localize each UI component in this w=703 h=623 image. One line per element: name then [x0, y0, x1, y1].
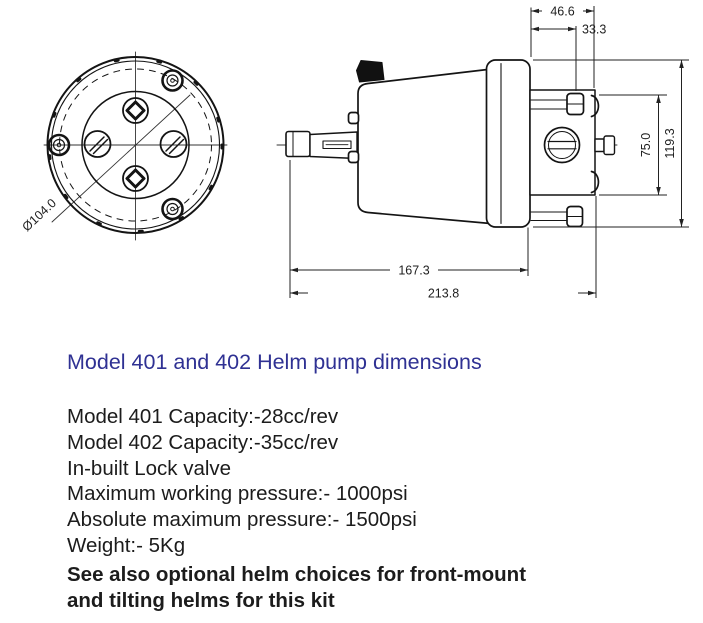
- dim-213-8-label: 213.8: [427, 286, 460, 301]
- front-screw-top-right: [163, 71, 183, 91]
- dim-33-3: [531, 23, 606, 37]
- front-view-centerlines: [44, 52, 227, 240]
- mounting-flange: [487, 60, 531, 227]
- dim-46-6: [531, 5, 594, 19]
- note-helm-choices-line1: See also optional helm choices for front-mount: [67, 562, 527, 586]
- spec-capacity-401: Model 401 Capacity:-28cc/rev: [67, 405, 339, 428]
- description-block: [67, 350, 677, 614]
- filler-plug: [357, 61, 385, 83]
- dim-46-6-label: 46.6: [550, 4, 575, 19]
- page-title: Model 401 and 402 Helm pump dimensions: [67, 350, 482, 374]
- dim-75-0: [639, 95, 661, 195]
- pump-body: [358, 69, 496, 225]
- dim-167-3: [290, 264, 528, 278]
- front-view: [19, 52, 227, 240]
- dim-213-8: [290, 287, 596, 301]
- diameter-leader-line: [52, 95, 190, 222]
- dim-33-3-label: 33.3: [582, 22, 607, 37]
- front-hole-left: [85, 131, 111, 157]
- spec-capacity-402: Model 402 Capacity:-35cc/rev: [67, 430, 339, 454]
- front-screw-bottom-right: [163, 199, 183, 219]
- dim-75-0-label: 75.0: [639, 132, 653, 158]
- body-nut-upper: [349, 113, 359, 124]
- dim-119-3-label: 119.3: [663, 128, 677, 159]
- note-helm-choices-line2: and tilting helms for this kit: [67, 588, 335, 612]
- spec-max-pressure: Absolute maximum pressure:- 1500psi: [67, 508, 417, 532]
- front-hole-bottom: [123, 166, 148, 191]
- body-nut-lower: [349, 152, 359, 163]
- spec-working-pressure: Maximum working pressure:- 1000psi: [67, 482, 408, 506]
- front-diameter-label: Ø104.0: [19, 195, 60, 235]
- spec-lock-valve: In-built Lock valve: [67, 456, 232, 480]
- front-hole-right: [161, 131, 187, 157]
- front-hole-top: [123, 98, 148, 123]
- stub-fitting: [595, 136, 615, 155]
- mounting-bolt-bottom: [531, 207, 583, 227]
- side-view: [277, 60, 621, 227]
- shaft-end-cap: [286, 132, 310, 157]
- dim-119-3: [663, 60, 684, 227]
- dim-167-3-label: 167.3: [398, 263, 430, 278]
- central-port-screw: [545, 128, 580, 163]
- spec-weight: Weight:- 5Kg: [67, 533, 186, 557]
